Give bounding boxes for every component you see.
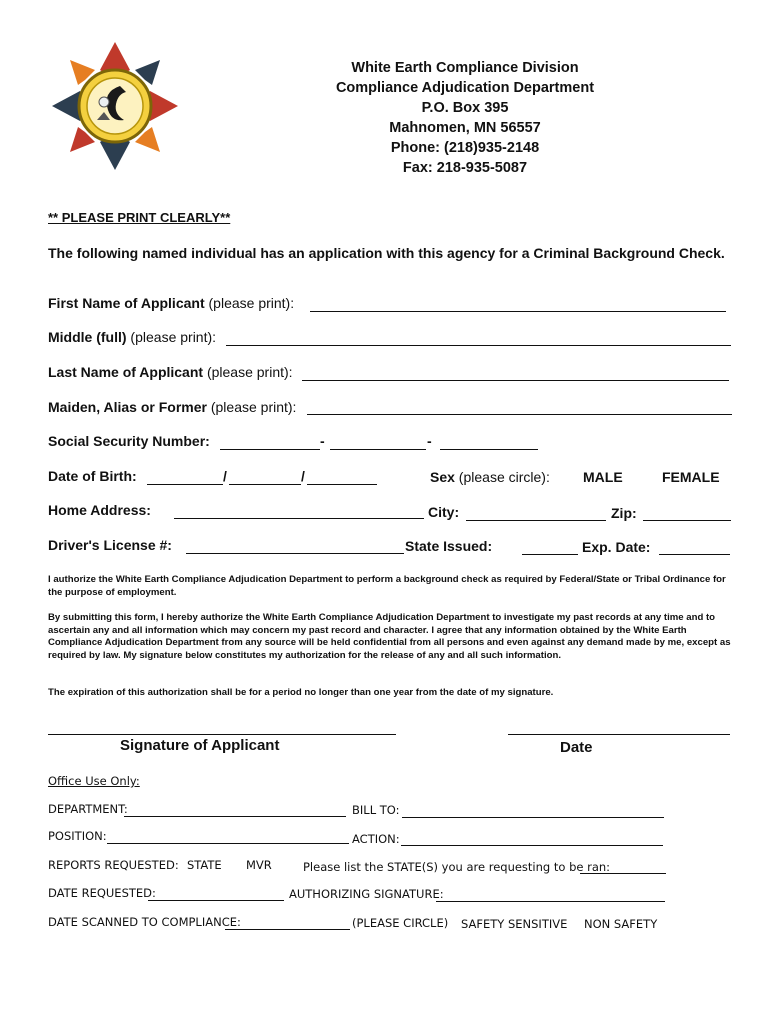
applicant-signature-label: Signature of Applicant	[120, 737, 280, 754]
header-fax: Fax: 218-935-5087	[402, 160, 528, 176]
department-field[interactable]	[124, 816, 346, 817]
sex-option-male[interactable]: MALE	[583, 469, 623, 485]
date-requested-label: DATE REQUESTED:	[48, 886, 156, 900]
ssn-field-2[interactable]	[330, 449, 426, 450]
first-name-field[interactable]	[310, 311, 726, 312]
exp-date-label: Exp. Date:	[582, 539, 651, 555]
middle-name-label-text: Middle (full)	[48, 329, 127, 345]
header-line-3: P.O. Box 395	[421, 100, 509, 116]
state-list-label: Please list the STATE(S) you are requesting to be ran:	[303, 860, 611, 874]
signature-date-label: Date	[560, 739, 593, 756]
state-issued-label: State Issued:	[405, 538, 493, 554]
drivers-license-field[interactable]	[186, 553, 404, 554]
first-name-label	[48, 295, 294, 311]
ssn-label: Social Security Number:	[48, 433, 210, 449]
expiration-paragraph: The expiration of this authorization shall be for a period no longer than one year from the date of my signature.	[48, 687, 554, 698]
drivers-license-label: Driver's License #:	[48, 537, 172, 553]
action-field[interactable]	[401, 845, 663, 846]
authorizing-signature-label: AUTHORIZING SIGNATURE:	[289, 887, 444, 901]
maiden-name-field[interactable]	[307, 414, 732, 415]
home-address-label: Home Address:	[48, 502, 151, 518]
date-scanned-label: DATE SCANNED TO COMPLIANCE:	[48, 915, 241, 929]
middle-name-label	[48, 329, 216, 345]
signature-date-line[interactable]	[508, 734, 730, 735]
dob-day-field[interactable]	[229, 484, 301, 485]
last-name-label	[48, 364, 293, 380]
date-requested-field[interactable]	[148, 900, 284, 901]
non-safety-option[interactable]: NON SAFETY	[584, 917, 658, 931]
department-label: DEPARTMENT:	[48, 802, 128, 816]
white-earth-logo	[50, 40, 180, 172]
print-clearly-notice: ** PLEASE PRINT CLEARLY**	[48, 210, 231, 225]
dob-month-field[interactable]	[147, 484, 223, 485]
dob-slash-1: /	[223, 468, 227, 484]
position-field[interactable]	[107, 843, 349, 844]
zip-field[interactable]	[643, 520, 731, 521]
maiden-name-label	[48, 399, 296, 415]
state-issued-field[interactable]	[522, 554, 578, 555]
first-name-hint: (please print):	[204, 295, 295, 311]
last-name-field[interactable]	[302, 380, 729, 381]
safety-sensitive-option[interactable]: SAFETY SENSITIVE	[461, 917, 568, 931]
ssn-field-3[interactable]	[440, 449, 538, 450]
exp-date-field[interactable]	[659, 554, 730, 555]
home-address-field[interactable]	[174, 518, 424, 519]
zip-label: Zip:	[611, 505, 637, 521]
office-use-title: Office Use Only:	[48, 774, 140, 788]
applicant-signature-line[interactable]	[48, 734, 396, 735]
sex-option-female[interactable]: FEMALE	[662, 469, 720, 485]
action-label: ACTION:	[352, 832, 400, 846]
report-option-state[interactable]: STATE	[187, 858, 222, 872]
middle-name-hint: (please print):	[126, 329, 217, 345]
header-line-2: Compliance Adjudication Department	[335, 80, 595, 96]
bill-to-label: BILL TO:	[352, 803, 400, 817]
last-name-label-text: Last Name of Applicant	[48, 364, 204, 380]
last-name-hint: (please print):	[203, 364, 293, 380]
sex-hint: (please circle):	[454, 469, 550, 485]
ssn-dash-2: -	[427, 433, 432, 449]
first-name-label-text: First Name of Applicant	[48, 295, 205, 311]
maiden-name-label-text: Maiden, Alias or Former	[48, 399, 207, 415]
sex-label-text: Sex	[430, 469, 455, 485]
dob-label: Date of Birth:	[48, 468, 137, 484]
please-circle-label: (PLEASE CIRCLE)	[352, 916, 449, 930]
dob-slash-2: /	[301, 468, 305, 484]
authorization-paragraph: I authorize the White Earth Compliance Adjudication Department to perform a background check as required by Federal/State or Tribal Ordinance for the purpose of employment.	[48, 574, 726, 598]
agency-header	[300, 58, 630, 178]
middle-name-field[interactable]	[226, 345, 731, 346]
date-scanned-field[interactable]	[225, 929, 350, 930]
header-phone: Phone: (218)935-2148	[390, 140, 540, 156]
authorizing-signature-field[interactable]	[436, 901, 665, 902]
dob-year-field[interactable]	[307, 484, 377, 485]
maiden-name-hint: (please print):	[206, 399, 297, 415]
bill-to-field[interactable]	[402, 817, 664, 818]
consent-paragraph: By submitting this form, I hereby authorize the White Earth Compliance Adjudication Department to investigate my past records at any time and to ascertain any and all information which may concern my past record and character. I agree that any information obtained by the White Earth Compliance Adjudication Department from any source will be held confidential from all persons and even against any demand made by me, except as required by law. My signature below constitutes my authorization for the release of any and all such information.	[48, 612, 731, 661]
ssn-field-1[interactable]	[220, 449, 320, 450]
city-field[interactable]	[466, 520, 606, 521]
reports-requested-label: REPORTS REQUESTED:	[48, 858, 179, 872]
sex-label	[430, 469, 550, 485]
report-option-mvr[interactable]: MVR	[246, 858, 272, 872]
position-label: POSITION:	[48, 829, 107, 843]
header-line-1: White Earth Compliance Division	[351, 60, 579, 76]
intro-text: The following named individual has an application with this agency for a Criminal Background Check.	[48, 245, 725, 261]
state-list-field[interactable]	[580, 873, 666, 874]
ssn-dash-1: -	[320, 433, 325, 449]
city-label: City:	[428, 504, 460, 520]
header-line-4: Mahnomen, MN 56557	[389, 120, 541, 136]
